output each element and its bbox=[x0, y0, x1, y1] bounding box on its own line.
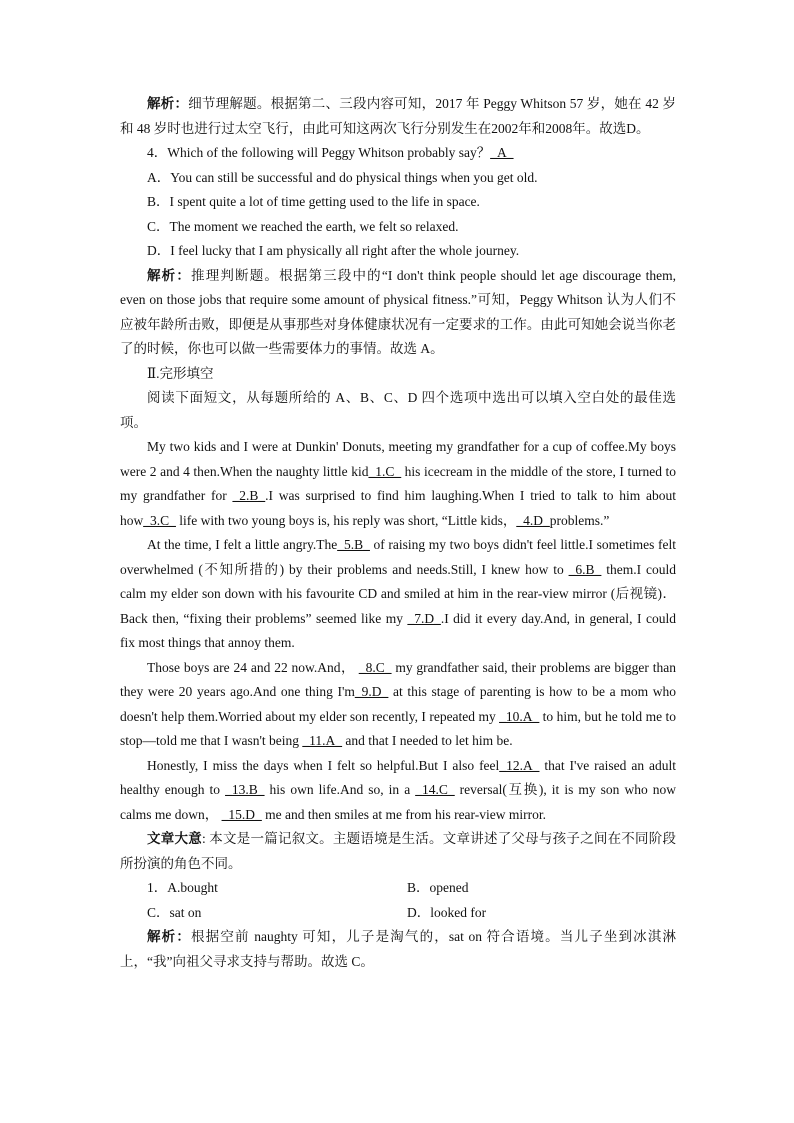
text: his icecream in the middle of the store, I turned to my grandfather for bbox=[120, 463, 676, 503]
blank-12: _12.A_ bbox=[499, 757, 540, 773]
summary bbox=[120, 827, 676, 876]
analysis-label: 解析： bbox=[147, 929, 191, 944]
blank-1: _1.C_ bbox=[368, 463, 402, 479]
text: them.I could calm my elder son down with his favourite CD and smiled at him in the rear-view mirror (后视镜)．Back then, “fixing their problems” seemed like my bbox=[120, 561, 676, 626]
option-a: 1．A.bought bbox=[147, 880, 218, 895]
analysis-q3 bbox=[120, 92, 676, 141]
option-a: A．You can still be successful and do physical things when you get old. bbox=[147, 169, 538, 185]
blank-15: _15.D_ bbox=[221, 806, 262, 822]
text: to him, but he told me to stop—told me that I wasn't being bbox=[120, 708, 676, 748]
text: problems.” bbox=[549, 512, 610, 528]
option-c: C．The moment we reached the earth, we felt so relaxed. bbox=[147, 218, 459, 234]
text: reversal(互换), it is my son who now calms me down， bbox=[120, 782, 676, 822]
blank-9: _9.D_ bbox=[354, 684, 389, 699]
blank-10: _10.A_ bbox=[499, 708, 540, 724]
passage-paragraph-3 bbox=[120, 656, 676, 754]
blank-11: _11.A_ bbox=[302, 733, 343, 748]
summary-text: : 本文是一篇记叙文。主题语境是生活。文章讲述了父母与孩子之间在不同阶段所扮演的角色不同。 bbox=[120, 831, 677, 871]
option-d: D．I feel lucky that I am physically all right after the whole journey. bbox=[147, 243, 520, 258]
text: life with two young boys is, his reply was short, “Little kids， bbox=[175, 512, 517, 528]
document-page bbox=[120, 92, 676, 974]
blank-6: _6.B_ bbox=[568, 561, 602, 577]
blank-13: _13.B_ bbox=[225, 782, 265, 797]
section-heading: Ⅱ.完形填空 bbox=[147, 365, 214, 381]
text: .I did it every day.And, in general, I could fix most things that annoy them. bbox=[120, 610, 676, 650]
analysis-text: 细节理解题。根据第二、三段内容可知，2017 年 Peggy Whitson 57 岁，她在 42 岁和 48 岁时也进行过太空飞行，由此可知这两次飞行分别发生在2002年和2008年。故选D。 bbox=[120, 96, 676, 136]
option-d: D．looked for bbox=[407, 904, 487, 920]
blank-7: _7.D_ bbox=[407, 610, 441, 626]
analysis-label: 解析： bbox=[147, 96, 189, 111]
analysis-text: 推理判断题。根据第三段中的“I don't think people should let age discourage them, even on those jobs that require some amount of physical fitness.”可知，Peggy Whitson 认为人们不应被年龄所击败，即便是从事那些对身体健康状况有一定要求的工作。由此可知她会说当你老了的时候，你也可以做一些需要体力的事情。故选 A。 bbox=[120, 267, 677, 356]
text: My two kids and I were at Dunkin' Donuts, meeting my grandfather for a cup of coffee.My boys were 2 and 4 then.When the naughty little kid bbox=[120, 439, 676, 479]
passage-paragraph-2 bbox=[120, 533, 676, 656]
answer-blank: _A_ bbox=[490, 145, 514, 160]
option-c: C．sat on bbox=[147, 904, 202, 920]
analysis-q4 bbox=[120, 264, 676, 362]
text: At the time, I felt a little angry.The bbox=[147, 537, 338, 552]
blank-3: _3.C_ bbox=[143, 512, 176, 528]
option-b: B．I spent quite a lot of time getting used to the life in space. bbox=[147, 194, 480, 209]
text: at this stage of parenting is how to be a mom who doesn't help them.Worried about my elder son recently, I repeated my bbox=[120, 684, 677, 724]
text: of raising my two boys didn't feel little.I sometimes felt overwhelmed (不知所措的) by their problems and needs.Still, I knew how to bbox=[120, 537, 676, 577]
question-4-stem bbox=[120, 141, 676, 166]
text: me and then smiles at me from his rear-view mirror. bbox=[261, 806, 547, 822]
text: his own life.And so, in a bbox=[264, 782, 416, 797]
question-text: 4．Which of the following will Peggy Whitson probably say？ bbox=[147, 145, 491, 160]
blank-14: _14.C_ bbox=[415, 782, 455, 797]
blank-4: _4.D_ bbox=[516, 512, 550, 528]
text: Honestly, I miss the days when I felt so helpful.But I also feel bbox=[147, 757, 500, 773]
summary-label: 文章大意 bbox=[147, 831, 202, 846]
text: .I was surprised to find him laughing.When I tried to talk to him about how bbox=[120, 488, 676, 528]
blank-5: _5.B_ bbox=[337, 537, 370, 552]
passage-paragraph-1 bbox=[120, 435, 676, 533]
text: Those boys are 24 and 22 now.And， bbox=[147, 659, 359, 675]
text: my grandfather said, their problems are bigger than they were 20 years ago.And one thing I'm bbox=[120, 659, 677, 699]
text: and that I needed to let him be. bbox=[342, 733, 513, 748]
blank-2: _2.B_ bbox=[232, 488, 266, 503]
text: that I've raised an adult healthy enough to bbox=[120, 757, 677, 797]
instruction: 阅读下面短文，从每题所给的 A、B、C、D 四个选项中选出可以填入空白处的最佳选项。 bbox=[120, 390, 676, 430]
option-b: B．opened bbox=[407, 880, 469, 895]
analysis-label: 解析： bbox=[147, 267, 192, 283]
analysis-text: 根据空前 naughty 可知，儿子是淘气的，sat on 符合语境。当儿子坐到冰淇淋上，“我”向祖父寻求支持与帮助。故选 C。 bbox=[120, 929, 676, 969]
passage-paragraph-4 bbox=[120, 754, 676, 828]
question-1-options-row-1 bbox=[120, 876, 676, 901]
blank-8: _8.C_ bbox=[358, 659, 392, 675]
question-1-options-row-2 bbox=[120, 901, 676, 926]
analysis-q1 bbox=[120, 925, 676, 974]
